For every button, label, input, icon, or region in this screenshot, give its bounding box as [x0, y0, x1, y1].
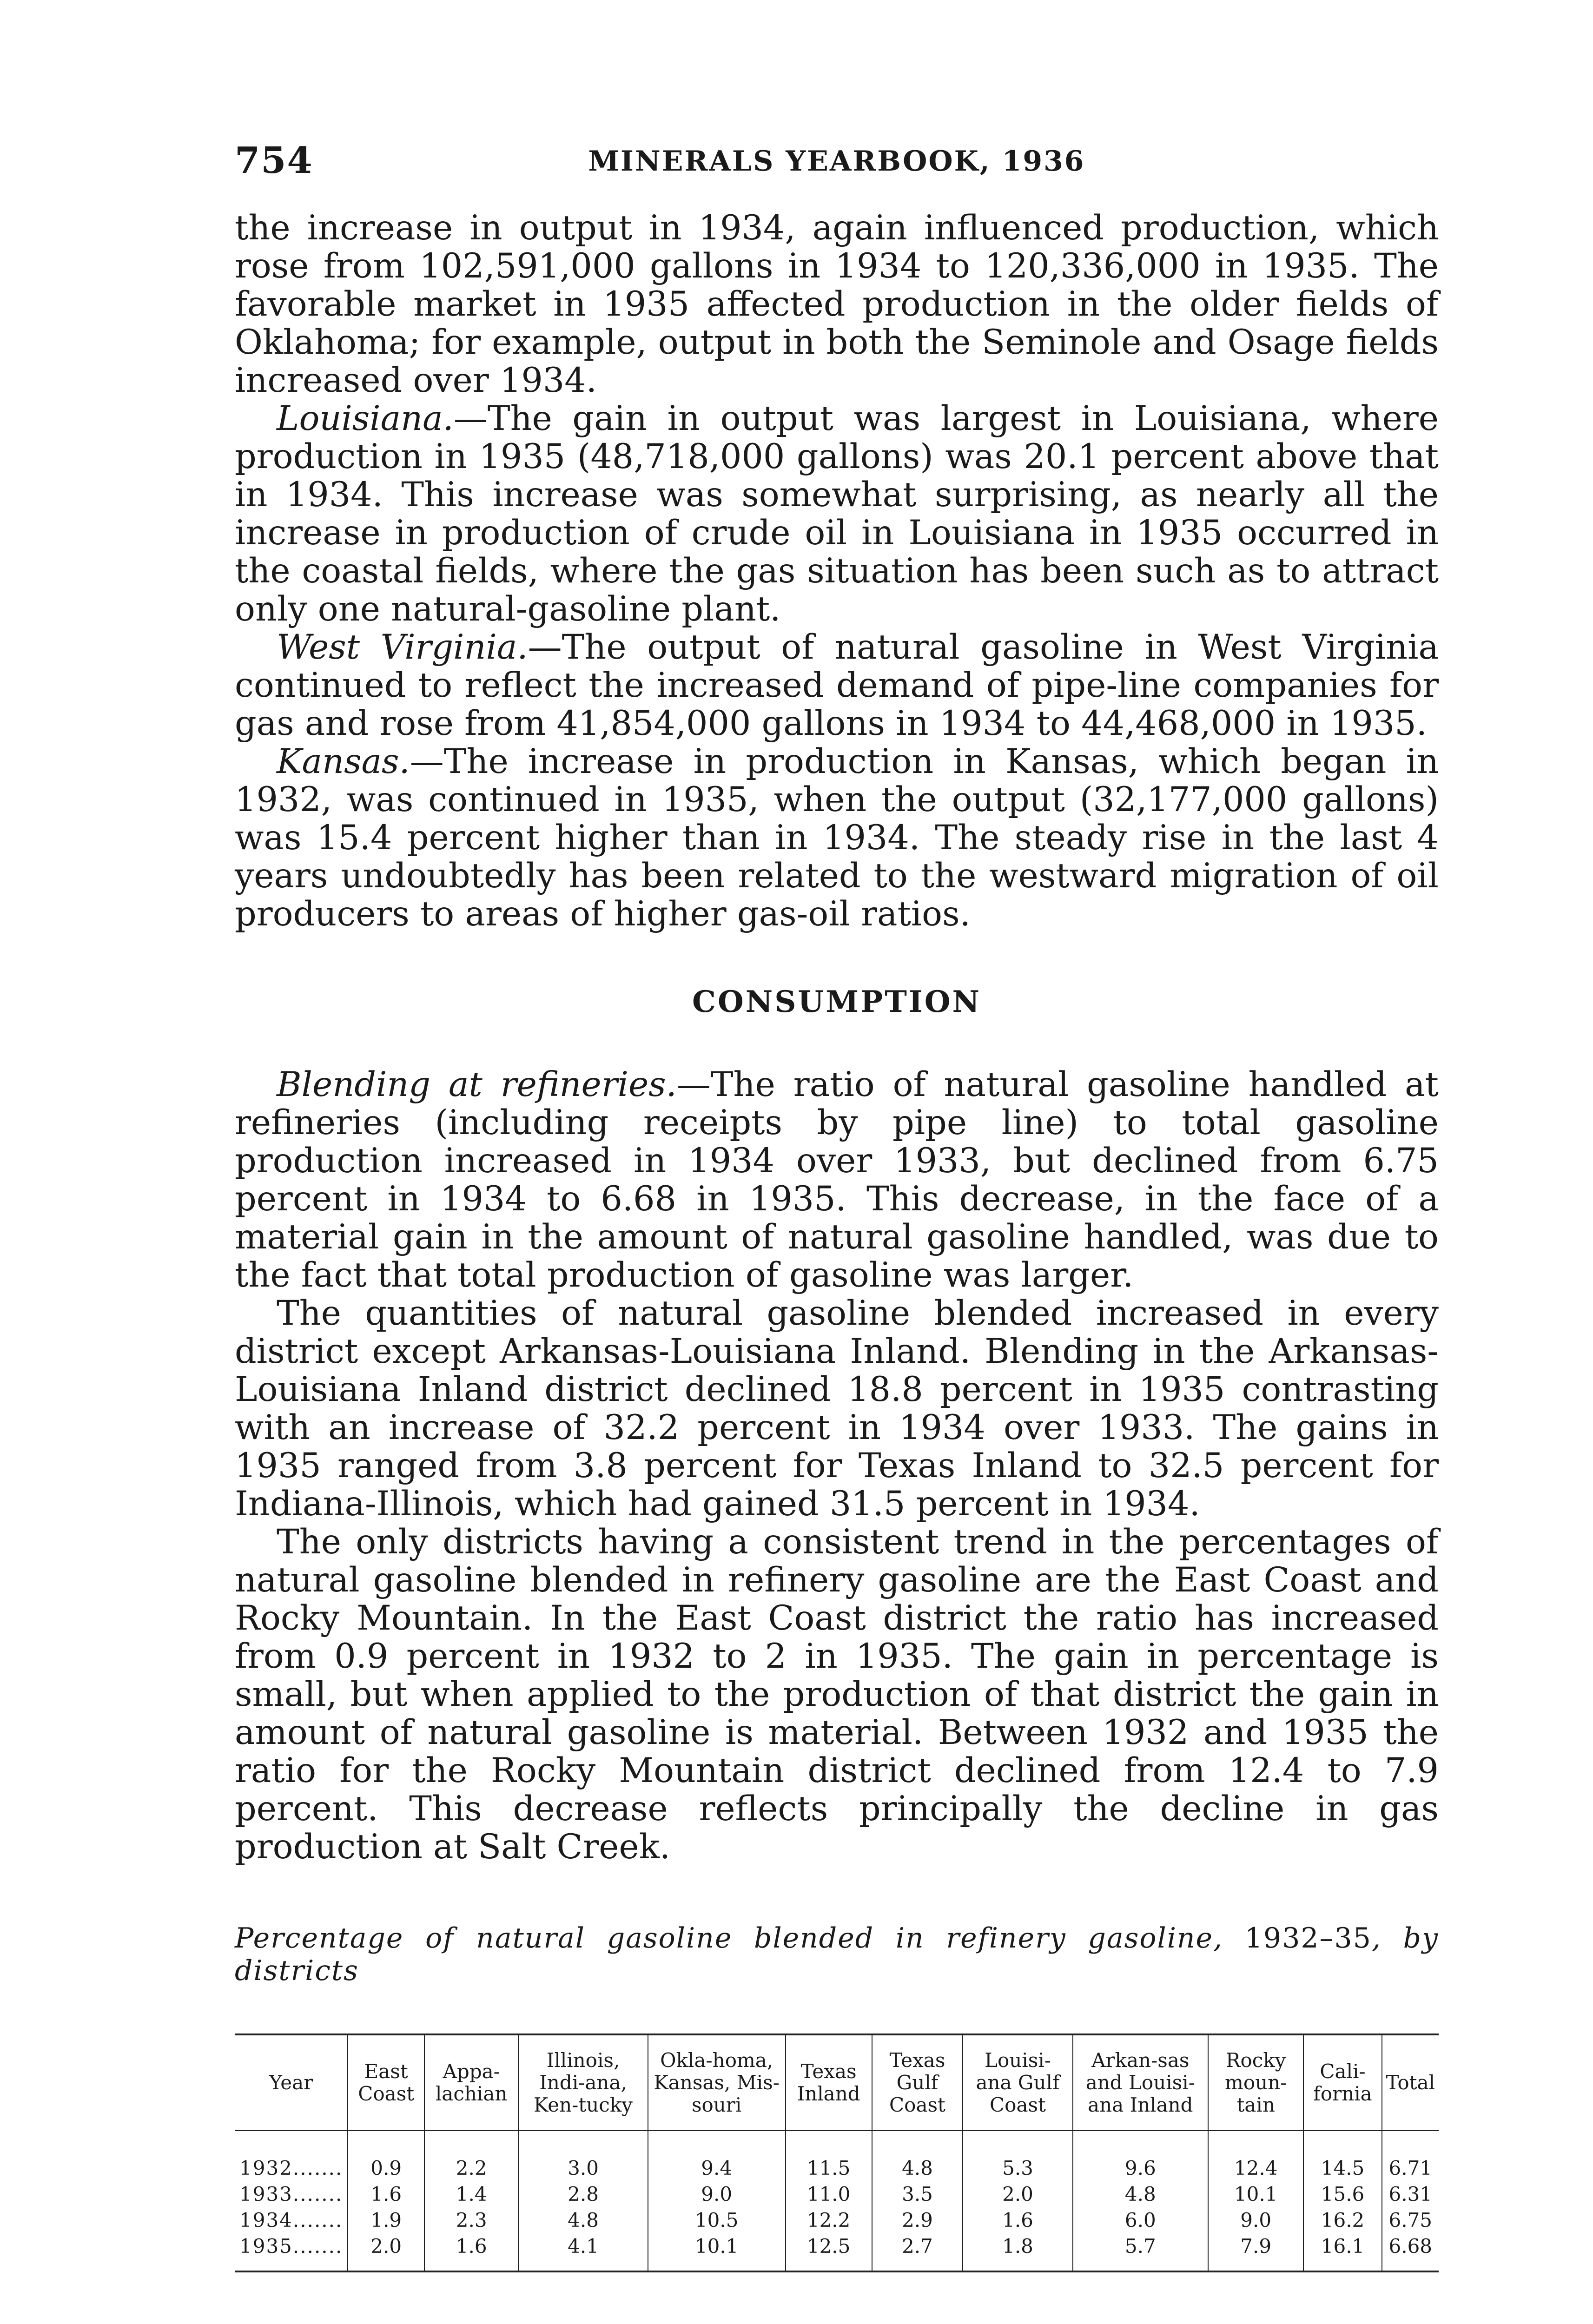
running-head: [235, 139, 1439, 200]
table-cell: 9.0: [1208, 2207, 1304, 2233]
column-header: Total: [1382, 2034, 1439, 2131]
row-year: 1934.......: [239, 2209, 343, 2232]
table-cell: 3.0: [518, 2131, 648, 2181]
table-cell: 6.31: [1382, 2181, 1439, 2207]
paragraph-lead: West Virginia.: [277, 627, 528, 667]
column-header: Rocky moun-tain: [1208, 2034, 1304, 2131]
column-header: Illinois, Indi-ana, Ken-tucky: [518, 2034, 648, 2131]
table-cell: 2.2: [424, 2131, 518, 2181]
table-caption: Percentage of natural gasoline blended in refinery gasoline, 1932–35, by districts: [235, 1922, 1439, 1987]
paragraph: the increase in output in 1934, again influenced production, which rose from 102,591,000 gallons in 1934 to 120,336,000 in 1935. The favorable market in 1935 affected production in the older fields of Oklahoma; for example, output in both the Seminole and Osage fields increased over 1934.: [235, 208, 1439, 400]
table-cell: 2.8: [518, 2181, 648, 2207]
table-cell: 9.0: [648, 2181, 786, 2207]
page: [235, 139, 1439, 2272]
paragraph-lead: Kansas.: [277, 742, 410, 781]
row-year: 1932.......: [239, 2157, 343, 2179]
paragraph: The only districts having a consistent trend in the percentages of natural gasoline blended in refinery gasoline are the East Coast and Rocky Mountain. In the East Coast district the ratio has increased from 0.9 percent in 1932 to 2 in 1935. The gain in percentage is small, but when applied to the production of that district the gain in amount of natural gasoline is material. Between 1932 and 1935 the ratio for the Rocky Mountain district declined from 12.4 to 7.9 percent. This decrease reflects principally the decline in gas production at Salt Creek.: [235, 1522, 1439, 1867]
table-cell: 10.5: [648, 2207, 786, 2233]
table-cell: 6.68: [1382, 2233, 1439, 2271]
table-cell: 10.1: [1208, 2181, 1304, 2207]
table-cell: 10.1: [648, 2233, 786, 2271]
table-cell: 15.6: [1303, 2181, 1381, 2207]
page-number: 754: [235, 139, 313, 182]
table-cell: 3.5: [872, 2181, 963, 2207]
table-cell: 2.9: [872, 2207, 963, 2233]
table-header-row: [235, 2034, 1439, 2131]
table-cell: 6.75: [1382, 2207, 1439, 2233]
body-text-lower: [235, 1066, 1439, 1866]
table-cell: 1.6: [348, 2181, 424, 2207]
data-table: [235, 2034, 1439, 2272]
table-body: [235, 2131, 1439, 2271]
table-cell: 14.5: [1303, 2131, 1381, 2181]
table-cell: 11.0: [786, 2181, 872, 2207]
table-cell: 4.8: [1073, 2181, 1208, 2207]
paragraph: The quantities of natural gasoline blended increased in every district except Arkansas-Louisiana Inland. Blending in the Arkansas-Louisiana Inland district declined 18.8 percent in 1935 contrasting with an increase of 32.2 percent in 1934 over 1933. The gains in 1935 ranged from 3.8 percent for Texas Inland to 32.5 percent for Indiana-Illinois, which had gained 31.5 percent in 1934.: [235, 1294, 1439, 1524]
table-row: [235, 2131, 1439, 2181]
column-header: Texas Gulf Coast: [872, 2034, 963, 2131]
table-cell: 16.1: [1303, 2233, 1381, 2271]
table-cell: 12.5: [786, 2233, 872, 2271]
table-row: [235, 2233, 1439, 2271]
table-cell: 4.1: [518, 2233, 648, 2271]
table-cell: 4.8: [872, 2131, 963, 2181]
table-cell: 12.2: [786, 2207, 872, 2233]
paragraph: Louisiana.—The gain in output was largest in Louisiana, where production in 1935 (48,718,000 gallons) was 20.1 percent above that in 1934. This increase was somewhat surprising, as nearly all the increase in production of crude oil in Louisiana in 1935 occurred in the coastal fields, where the gas situation has been such as to attract only one natural-gasoline plant.: [235, 399, 1439, 629]
column-header: Year: [269, 2071, 313, 2094]
table-cell: 5.7: [1073, 2233, 1208, 2271]
table-cell: 1.8: [963, 2233, 1072, 2271]
row-year: 1933.......: [239, 2183, 343, 2205]
table-cell: 2.0: [963, 2181, 1072, 2207]
table-cell: 0.9: [348, 2131, 424, 2181]
table-cell: 1.6: [963, 2207, 1072, 2233]
table-cell: 2.3: [424, 2207, 518, 2233]
table-row: [235, 2207, 1439, 2233]
column-header: East Coast: [348, 2034, 424, 2131]
column-header: Louisi-ana Gulf Coast: [963, 2034, 1072, 2131]
table-cell: 9.4: [648, 2131, 786, 2181]
table-cell: 2.0: [348, 2233, 424, 2271]
row-year: 1935.......: [239, 2235, 343, 2258]
table-cell: 6.0: [1073, 2207, 1208, 2233]
table-cell: 4.8: [518, 2207, 648, 2233]
table-cell: 1.6: [424, 2233, 518, 2271]
table-cell: 5.3: [963, 2131, 1072, 2181]
journal-title: MINERALS YEARBOOK, 1936: [588, 145, 1085, 178]
column-header: Okla-homa, Kansas, Mis-souri: [648, 2034, 786, 2131]
table-cell: 7.9: [1208, 2233, 1304, 2271]
table-cell: 2.7: [872, 2233, 963, 2271]
column-header: Appa-lachian: [424, 2034, 518, 2131]
table-cell: 6.71: [1382, 2131, 1439, 2181]
paragraph-lead: Louisiana.: [277, 399, 454, 438]
table-cell: 12.4: [1208, 2131, 1304, 2181]
column-header: Cali-fornia: [1303, 2034, 1381, 2131]
paragraph: Kansas.—The increase in production in Kansas, which began in 1932, was continued in 1935, when the output (32,177,000 gallons) was 15.4 percent higher than in 1934. The steady rise in the last 4 years undoubtedly has been related to the westward migration of oil producers to areas of higher gas-oil ratios.: [235, 742, 1439, 934]
table-cell: 11.5: [786, 2131, 872, 2181]
paragraph: Blending at refineries.—The ratio of natural gasoline handled at refineries (including receipts by pipe line) to total gasoline production increased in 1934 over 1933, but declined from 6.75 percent in 1934 to 6.68 in 1935. This decrease, in the face of a material gain in the amount of natural gasoline handled, was due to the fact that total production of gasoline was larger.: [235, 1065, 1439, 1295]
section-heading: CONSUMPTION: [692, 984, 981, 1019]
paragraph-lead: Blending at refineries.: [277, 1065, 677, 1104]
table-cell: 16.2: [1303, 2207, 1381, 2233]
table-row: [235, 2181, 1439, 2207]
table-cell: 1.4: [424, 2181, 518, 2207]
table-cell: 1.9: [348, 2207, 424, 2233]
paragraph: West Virginia.—The output of natural gasoline in West Virginia continued to reflect the increased demand of pipe-line companies for gas and rose from 41,854,000 gallons in 1934 to 44,468,000 in 1935.: [235, 627, 1439, 743]
column-header: Texas Inland: [786, 2034, 872, 2131]
table-cell: 9.6: [1073, 2131, 1208, 2181]
body-text-upper: [235, 209, 1439, 933]
column-header: Arkan-sas and Louisi-ana Inland: [1073, 2034, 1208, 2131]
